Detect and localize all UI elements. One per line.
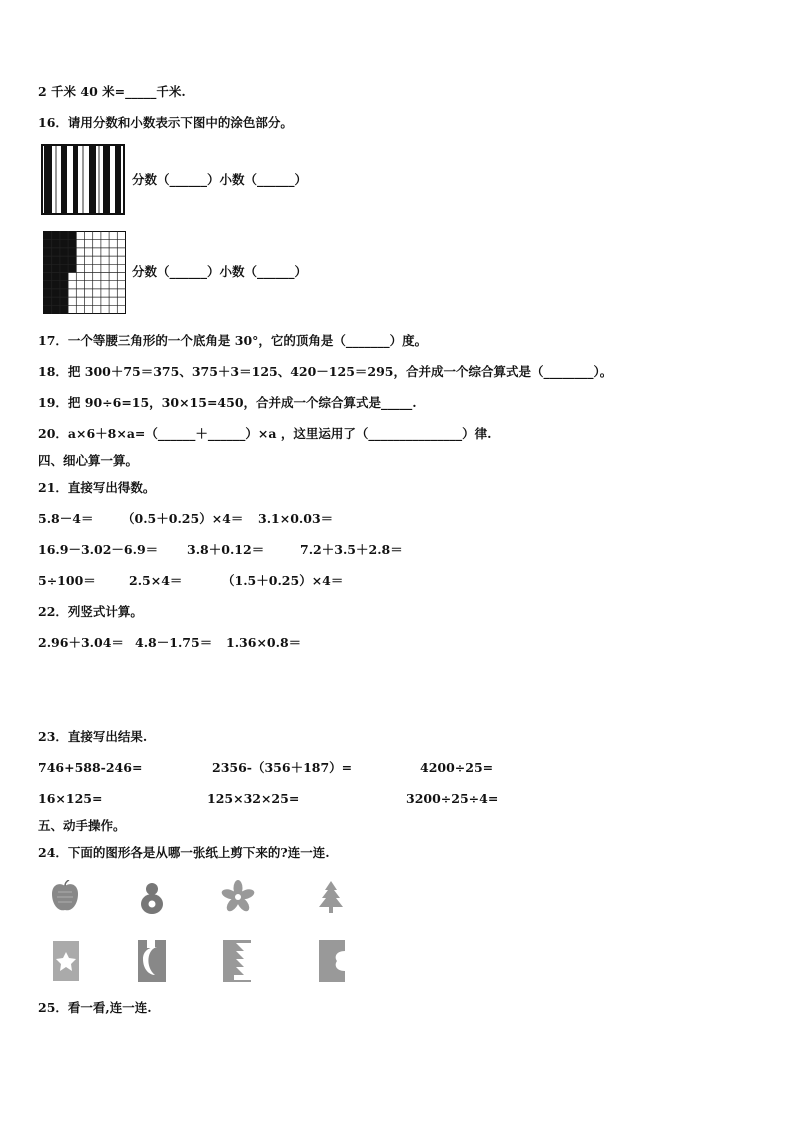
question-16-answer-2: 分数（______）小数（______） (132, 264, 308, 279)
question-16-answer-1: 分数（______）小数（______） (132, 172, 308, 187)
q21-item: 2.5×4＝ (129, 573, 183, 588)
shaded-grid-figure (43, 231, 126, 314)
question-22: 22．列竖式计算。 (38, 604, 143, 619)
q21-item: （0.5＋0.25）×4＝ (122, 511, 244, 526)
q21-item: 5.8－4＝ (38, 511, 94, 526)
q23-item: 125×32×25= (207, 791, 300, 806)
q21-item: 7.2＋3.5＋2.8＝ (300, 542, 403, 557)
q21-item: （1.5＋0.25）×4＝ (222, 573, 344, 588)
tree-shape-icon (316, 880, 346, 914)
q23-item: 3200÷25÷4= (406, 791, 499, 806)
q22-item: 4.8－1.75＝ (135, 635, 213, 650)
question-24: 24．下面的图形各是从哪一张纸上剪下来的?连一连. (38, 845, 330, 860)
striped-rectangle-figure (41, 144, 125, 215)
apple-shape-icon (50, 880, 80, 914)
paper-sheet-4-icon (318, 939, 346, 983)
question-16: 16．请用分数和小数表示下图中的涂色部分。 (38, 115, 293, 130)
q23-item: 746+588-246= (38, 760, 143, 775)
q21-item: 3.8＋0.12＝ (187, 542, 265, 557)
paper-sheet-1-icon (52, 940, 80, 982)
question-20: 20．a×6＋8×a=（______＋______）×a ，这里运用了（_______________）律. (38, 426, 492, 441)
section-4-heading: 四、细心算一算。 (38, 453, 139, 468)
gourd-shape-icon (137, 879, 167, 915)
q22-item: 2.96＋3.04＝ (38, 635, 124, 650)
question-19: 19．把 90÷6=15，30×15=450，合并成一个综合算式是_____. (38, 395, 417, 410)
q23-item: 4200÷25= (420, 760, 494, 775)
question-23: 23．直接写出结果. (38, 729, 148, 744)
question-25: 25．看一看,连一连. (38, 1000, 152, 1015)
section-5-heading: 五、动手操作。 (38, 818, 126, 833)
question-18: 18．把 300＋75＝375、375＋3＝125、420－125＝295，合并成一个综合算式是（________）。 (38, 364, 613, 379)
question-15-tail: 2 千米 40 米=_____千米. (38, 84, 186, 99)
question-17: 17．一个等腰三角形的一个底角是 30°，它的顶角是（_______）度。 (38, 333, 428, 348)
q21-item: 16.9－3.02－6.9＝ (38, 542, 159, 557)
q21-item: 5÷100＝ (38, 573, 96, 588)
flower-shape-icon (221, 880, 255, 912)
question-21: 21．直接写出得数。 (38, 480, 156, 495)
q23-item: 2356-（356＋187）= (212, 760, 353, 775)
paper-sheet-2-icon (137, 939, 167, 983)
q21-item: 3.1×0.03＝ (258, 511, 334, 526)
q22-item: 1.36×0.8＝ (226, 635, 302, 650)
paper-sheet-3-icon (222, 939, 252, 983)
q23-item: 16×125= (38, 791, 103, 806)
